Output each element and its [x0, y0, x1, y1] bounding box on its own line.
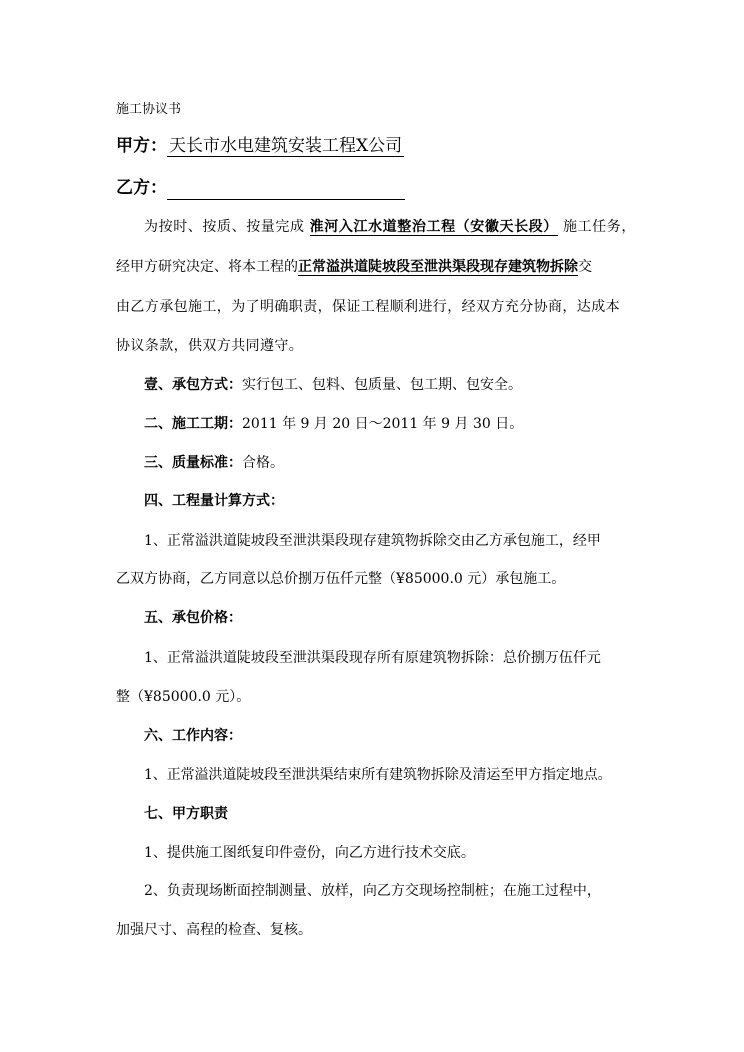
intro-line-2 [116, 257, 592, 277]
section-7-line-2: 2、负责现场断面控制测量、放样，向乙方交现场控制桩；在施工过程中， [144, 883, 601, 899]
intro-text: 为按时、按质、按量完成 [144, 219, 305, 235]
section-2 [144, 414, 523, 434]
section-5-line-2: 整（¥85000.0 元）。 [116, 689, 251, 705]
document-title: 施工协议书 [116, 102, 182, 117]
party-b-line [116, 176, 405, 200]
section-4-line-2: 乙双方协商，乙方同意以总价捌万伍仟元整（¥85000.0 元）承包施工。 [116, 571, 566, 587]
intro-text: 经甲方研究决定、将本工程的 [116, 259, 298, 275]
section-heading: 壹、承包方式： [144, 377, 242, 393]
project-name: 淮河入江水道整治工程（安徽天长段） [309, 219, 558, 235]
section-7-line-3: 加强尺寸、高程的检查、复核。 [116, 922, 312, 938]
intro-text: 交 [578, 259, 592, 275]
section-7-heading: 七、甲方职责 [144, 806, 228, 822]
party-a-line [116, 134, 404, 158]
section-6-line-1: 1、正常溢洪道陡坡段至泄洪渠结束所有建筑物拆除及清运至甲方指定地点。 [144, 767, 612, 783]
section-4-heading: 四、工程量计算方式： [144, 493, 284, 509]
section-3 [144, 453, 284, 473]
section-heading: 三、质量标准： [144, 455, 242, 471]
work-item: 正常溢洪道陡坡段至泄洪渠段现存建筑物拆除 [298, 259, 578, 275]
intro-line-1 [144, 217, 636, 237]
section-text: 合格。 [242, 455, 284, 471]
section-heading: 二、施工工期： [144, 416, 242, 432]
section-5-heading: 五、承包价格： [144, 610, 242, 626]
intro-line-4: 协议条款，供双方共同遵守。 [116, 338, 304, 354]
intro-line-3: 由乙方承包施工，为了明确职责，保证工程顺利进行，经双方充分协商，达成本 [116, 299, 620, 315]
party-a-value: 天长市水电建筑安装工程X公司 [169, 136, 403, 156]
intro-text: 施工任务， [562, 219, 636, 235]
section-5-line-1: 1、正常溢洪道陡坡段至泄洪渠段现存所有原建筑物拆除：总价捌万伍仟元 [144, 650, 601, 666]
section-text: 实行包工、包料、包质量、包工期、包安全。 [242, 377, 522, 393]
party-b-blank [167, 179, 405, 200]
party-b-label: 乙方： [116, 178, 167, 198]
section-6-heading: 六、工作内容： [144, 728, 242, 744]
section-4-line-1: 1、正常溢洪道陡坡段至泄洪渠段现存建筑物拆除交由乙方承包施工，经甲 [144, 533, 601, 549]
section-7-line-1: 1、提供施工图纸复印件壹份，向乙方进行技术交底。 [144, 845, 475, 861]
section-1 [144, 375, 522, 395]
section-text: 2011 年 9 月 20 日～2011 年 9 月 30 日。 [242, 416, 524, 432]
party-a-label: 甲方： [116, 136, 167, 156]
